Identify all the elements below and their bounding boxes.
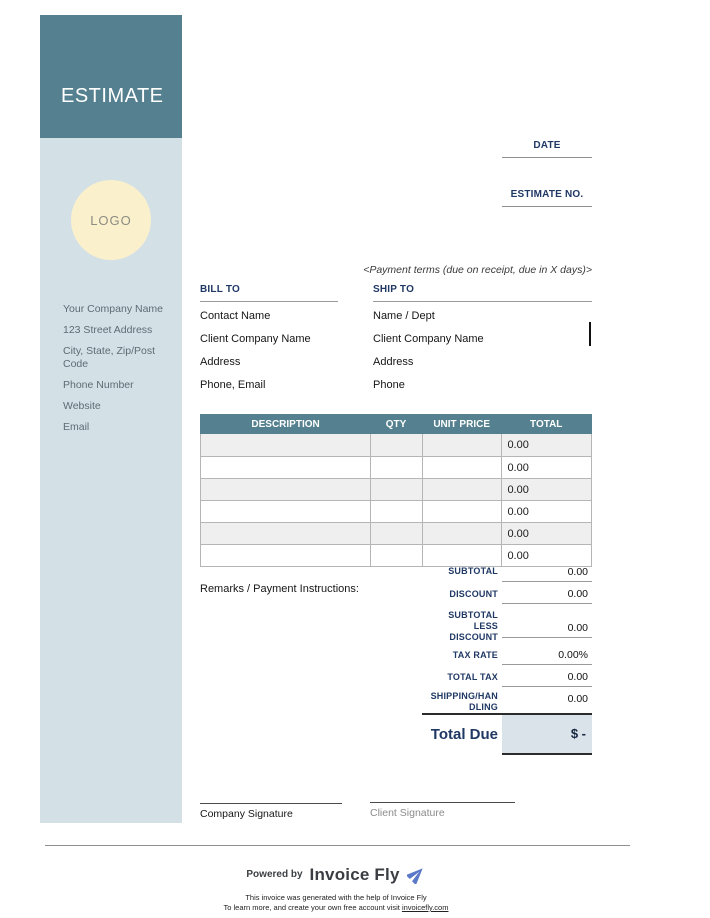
table-row	[201, 544, 591, 566]
total-due-label: Total Due	[430, 726, 498, 743]
subtotal-label: SUBTOTAL	[448, 566, 498, 576]
header-qty: QTY	[385, 418, 407, 430]
brand-name: Invoice Fly	[309, 864, 400, 884]
subtotal-less-discount-label: SUBTOTAL LESS DISCOUNT	[448, 610, 498, 642]
cell-description[interactable]	[201, 434, 370, 456]
cell-unit-price[interactable]	[422, 434, 502, 456]
company-info	[63, 303, 182, 442]
company-website[interactable]: Website	[63, 400, 101, 412]
total-tax-label: TOTAL TAX	[447, 672, 498, 682]
ship-to-address[interactable]: Address	[373, 356, 414, 368]
remarks-label[interactable]: Remarks / Payment Instructions:	[200, 583, 359, 595]
ship-to-section	[373, 284, 592, 402]
cell-description[interactable]	[201, 545, 370, 566]
company-logo-placeholder[interactable]	[71, 180, 151, 260]
cell-total[interactable]: 0.00	[501, 545, 591, 566]
invoicefly-link[interactable]: invoicefly.com	[401, 903, 449, 912]
tax-rate-label: TAX RATE	[452, 650, 498, 660]
estimate-no-label: ESTIMATE NO.	[510, 189, 584, 200]
cell-qty[interactable]	[370, 457, 422, 478]
document-title: ESTIMATE	[61, 85, 164, 107]
logo-placeholder-label: LOGO	[90, 212, 132, 228]
ship-to-company-name[interactable]: Client Company Name	[373, 333, 484, 345]
cell-qty[interactable]	[370, 479, 422, 500]
bill-to-phone-email[interactable]: Phone, Email	[200, 379, 266, 391]
cell-unit-price[interactable]	[422, 523, 502, 544]
text-cursor	[589, 322, 591, 346]
bill-to-section	[200, 284, 338, 402]
cell-qty[interactable]	[370, 523, 422, 544]
footer-note-line2-text: To learn more, and create your own free account visit	[223, 903, 402, 912]
footer-brand	[0, 864, 672, 885]
company-phone[interactable]: Phone Number	[63, 379, 134, 391]
cell-total[interactable]: 0.00	[501, 479, 591, 500]
cell-unit-price[interactable]	[422, 501, 502, 522]
cell-description[interactable]	[201, 457, 370, 478]
company-signature-line[interactable]: Company Signature	[200, 803, 342, 820]
footer-note-line2	[0, 903, 672, 913]
company-email[interactable]: Email	[63, 421, 90, 433]
bill-to-header: BILL TO	[200, 284, 338, 302]
table-row	[201, 522, 591, 544]
company-city[interactable]: City, State, Zip/Post Code	[63, 345, 156, 370]
cell-total[interactable]: 0.00	[501, 457, 591, 478]
table-row	[201, 500, 591, 522]
date-field[interactable]	[502, 140, 592, 158]
company-street[interactable]: 123 Street Address	[63, 324, 153, 336]
date-label: DATE	[533, 140, 561, 151]
table-header-row	[200, 414, 592, 434]
estimate-no-field[interactable]	[502, 189, 592, 207]
shipping-handling-label: SHIPPING/HANDLING	[430, 691, 498, 712]
cell-total[interactable]: 0.00	[501, 523, 591, 544]
company-name[interactable]: Your Company Name	[63, 303, 163, 315]
powered-by-label: Powered by	[246, 869, 303, 880]
header-unit-price: UNIT PRICE	[433, 418, 490, 430]
payment-terms-note: <Payment terms (due on receipt, due in X days)>	[363, 264, 592, 276]
cell-description[interactable]	[201, 523, 370, 544]
ship-to-name-dept[interactable]: Name / Dept	[373, 310, 435, 322]
cell-description[interactable]	[201, 479, 370, 500]
footer-note	[0, 893, 672, 913]
bill-to-address[interactable]: Address	[200, 356, 241, 368]
ship-to-phone[interactable]: Phone	[373, 379, 405, 391]
total-tax-value[interactable]: 0.00	[502, 671, 592, 687]
cell-total[interactable]: 0.00	[501, 501, 591, 522]
bill-to-contact-name[interactable]: Contact Name	[200, 310, 271, 322]
table-row	[201, 478, 591, 500]
cell-qty[interactable]	[370, 545, 422, 566]
table-row	[201, 456, 591, 478]
ship-to-header: SHIP TO	[373, 284, 592, 302]
cell-unit-price[interactable]	[422, 479, 502, 500]
tax-rate-value[interactable]: 0.00%	[502, 649, 592, 665]
subtotal-value[interactable]: 0.00	[502, 566, 592, 582]
paper-plane-icon	[407, 865, 426, 884]
cell-qty[interactable]	[370, 434, 422, 456]
bill-to-lines	[200, 310, 338, 392]
line-items-table	[200, 414, 592, 567]
table-row	[201, 434, 591, 456]
ship-to-lines	[373, 310, 592, 392]
header-total: TOTAL	[530, 418, 563, 430]
sidebar	[40, 138, 182, 823]
discount-value[interactable]: 0.00	[502, 588, 592, 604]
client-signature-line[interactable]: Client Signature	[370, 802, 515, 819]
cell-unit-price[interactable]	[422, 457, 502, 478]
subtotal-less-discount-value[interactable]: 0.00	[502, 608, 592, 638]
page-divider	[45, 845, 630, 846]
cell-total[interactable]: 0.00	[501, 434, 591, 456]
bill-to-company-name[interactable]: Client Company Name	[200, 333, 311, 345]
cell-description[interactable]	[201, 501, 370, 522]
footer-note-line1: This invoice was generated with the help of Invoice Fly	[245, 893, 427, 902]
shipping-handling-value[interactable]: 0.00	[567, 693, 588, 705]
cell-unit-price[interactable]	[422, 545, 502, 566]
sidebar-header-band	[40, 15, 182, 138]
header-description: DESCRIPTION	[251, 418, 320, 430]
cell-qty[interactable]	[370, 501, 422, 522]
discount-label: DISCOUNT	[449, 589, 498, 599]
total-due-value[interactable]: $ -	[502, 715, 592, 755]
